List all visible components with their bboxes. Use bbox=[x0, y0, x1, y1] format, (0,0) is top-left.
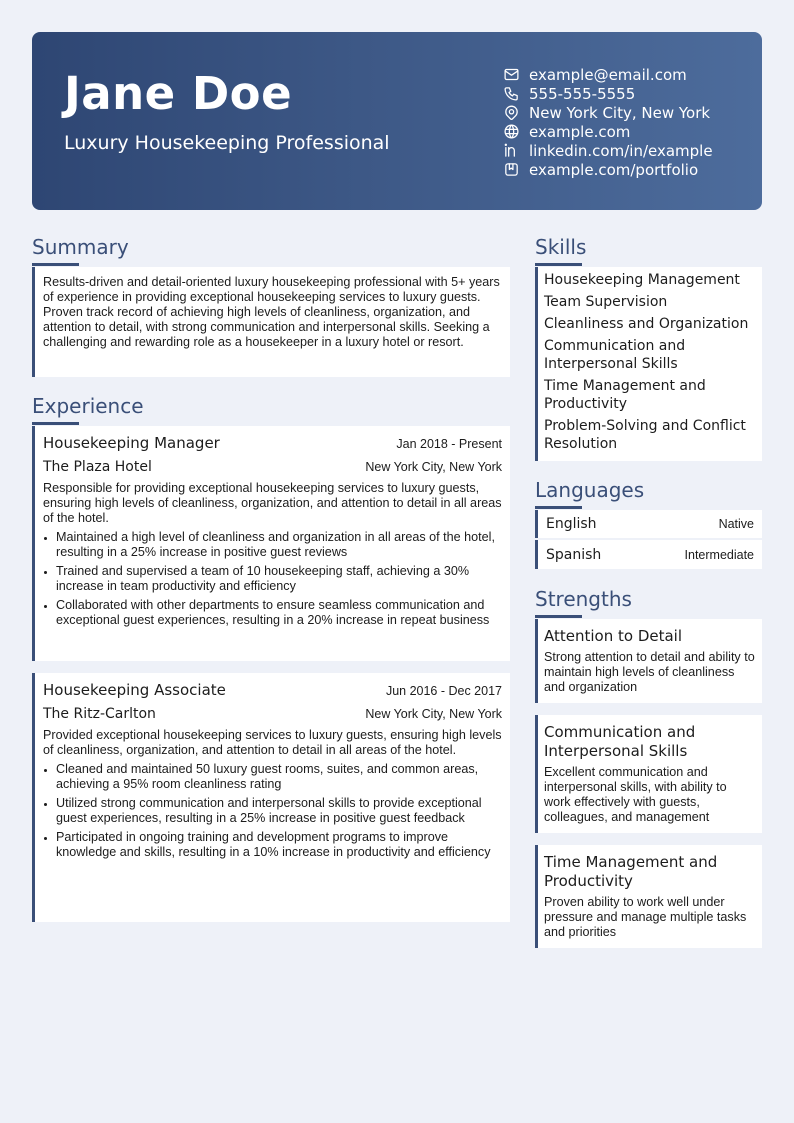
contact-email[interactable] bbox=[503, 65, 713, 84]
portfolio-icon bbox=[503, 161, 520, 178]
skills-card bbox=[535, 267, 762, 461]
phone-icon bbox=[503, 85, 520, 102]
language-item bbox=[535, 540, 762, 569]
contact-location bbox=[503, 103, 713, 122]
strength-title: Communication and Interpersonal Skills bbox=[544, 723, 696, 760]
strength-description: Proven ability to work well under pressure and manage multiple tasks and priorities bbox=[544, 895, 747, 939]
job-bullet: Collaborated with other departments to ensure seamless communication and exceptional guest experiences, resulting in a 20% increase in repeat business bbox=[43, 598, 502, 628]
job-bullets bbox=[35, 762, 510, 860]
job-bullets bbox=[35, 530, 510, 628]
skill-item: Team Supervision bbox=[544, 294, 668, 310]
strength-title: Attention to Detail bbox=[544, 627, 683, 645]
job-company: The Ritz-Carlton bbox=[43, 706, 156, 722]
language-name: English bbox=[546, 516, 597, 532]
job-date: Jan 2018 - Present bbox=[396, 437, 502, 451]
job-card bbox=[32, 426, 510, 661]
job-location: New York City, New York bbox=[365, 707, 502, 721]
strength-card bbox=[535, 715, 762, 833]
language-level: Native bbox=[718, 517, 754, 531]
job-company: The Plaza Hotel bbox=[43, 459, 152, 475]
summary-heading: Summary bbox=[32, 235, 129, 259]
job-title: Housekeeping Associate bbox=[43, 681, 226, 699]
contact-email-text: example@email.com bbox=[529, 65, 687, 84]
job-description: Provided exceptional housekeeping services to luxury guests, ensuring high levels of cleanliness, organization, and attention to detail in all areas of the hotel. bbox=[43, 728, 502, 757]
job-subheader bbox=[35, 459, 510, 475]
language-name: Spanish bbox=[546, 546, 602, 563]
strength-card bbox=[535, 845, 762, 948]
job-date: Jun 2016 - Dec 2017 bbox=[385, 684, 502, 698]
job-bullet: Trained and supervised a team of 10 housekeeping staff, achieving a 30% increase in team productivity and efficiency bbox=[43, 564, 502, 594]
job-header bbox=[35, 681, 510, 699]
language-item bbox=[535, 510, 762, 538]
contact-linkedin[interactable] bbox=[503, 141, 713, 160]
contact-portfolio-text: example.com/portfolio bbox=[529, 160, 699, 179]
strength-card bbox=[535, 619, 762, 703]
skill-item: Communication and Interpersonal Skills bbox=[544, 338, 686, 372]
contact-website[interactable] bbox=[503, 122, 713, 141]
location-pin-icon bbox=[503, 104, 520, 121]
summary-text: Results-driven and detail-oriented luxury housekeeping professional with 5+ years of experience in providing exceptional housekeeping services to luxury guests. Proven track record of achieving high levels of cleanliness, organization, and attention to detail, with strong communication and interpersonal skills. Seeking a challenging and rewarding role as a housekeeper in a luxury hotel or resort. bbox=[43, 275, 500, 349]
contact-website-text: example.com bbox=[529, 122, 631, 141]
contact-phone[interactable] bbox=[503, 84, 713, 103]
job-bullet: Utilized strong communication and interpersonal skills to provide exceptional guest experiences, resulting in a 25% increase in positive guest feedback bbox=[43, 796, 502, 826]
strength-title: Time Management and Productivity bbox=[544, 853, 718, 890]
skill-item: Housekeeping Management bbox=[544, 272, 740, 288]
job-location: New York City, New York bbox=[365, 460, 502, 474]
strengths-heading: Strengths bbox=[535, 587, 632, 611]
contact-portfolio[interactable] bbox=[503, 160, 713, 179]
experience-heading: Experience bbox=[32, 394, 144, 418]
job-card bbox=[32, 673, 510, 922]
job-bullet: Maintained a high level of cleanliness and organization in all areas of the hotel, resulting in a 25% increase in positive guest reviews bbox=[43, 530, 502, 560]
candidate-name: Jane Doe bbox=[64, 67, 293, 120]
job-header bbox=[35, 434, 510, 452]
skill-item: Time Management and Productivity bbox=[544, 378, 706, 412]
job-subheader bbox=[35, 706, 510, 722]
contact-location-text: New York City, New York bbox=[529, 103, 711, 122]
language-level: Intermediate bbox=[684, 547, 754, 562]
skills-heading: Skills bbox=[535, 235, 587, 259]
mail-icon bbox=[503, 66, 520, 83]
linkedin-icon bbox=[503, 142, 520, 159]
skill-item: Cleanliness and Organization bbox=[544, 316, 749, 332]
job-title: Housekeeping Manager bbox=[43, 434, 220, 452]
summary-card bbox=[32, 267, 510, 377]
job-bullet: Cleaned and maintained 50 luxury guest rooms, suites, and common areas, achieving a 95% room cleanliness rating bbox=[43, 762, 502, 792]
languages-heading: Languages bbox=[535, 478, 645, 502]
contact-phone-text: 555-555-5555 bbox=[529, 84, 636, 103]
globe-icon bbox=[503, 123, 520, 140]
resume-header bbox=[32, 32, 762, 210]
job-description: Responsible for providing exceptional housekeeping services to luxury guests, ensuring high levels of cleanliness, organization, and attention to detail in all areas of the hotel. bbox=[43, 481, 502, 525]
strength-description: Strong attention to detail and ability to maintain high levels of cleanliness and organization bbox=[544, 650, 755, 694]
strength-description: Excellent communication and interpersonal skills, with ability to work effectively with guests, colleagues, and management bbox=[544, 765, 727, 824]
job-bullet: Participated in ongoing training and development programs to improve knowledge and skills, resulting in a 10% increase in productivity and efficiency bbox=[43, 830, 502, 860]
contact-linkedin-text: linkedin.com/in/example bbox=[529, 141, 713, 160]
contact-list bbox=[503, 65, 713, 179]
candidate-title: Luxury Housekeeping Professional bbox=[64, 132, 390, 154]
skill-item: Problem-Solving and Conflict Resolution bbox=[544, 418, 746, 452]
